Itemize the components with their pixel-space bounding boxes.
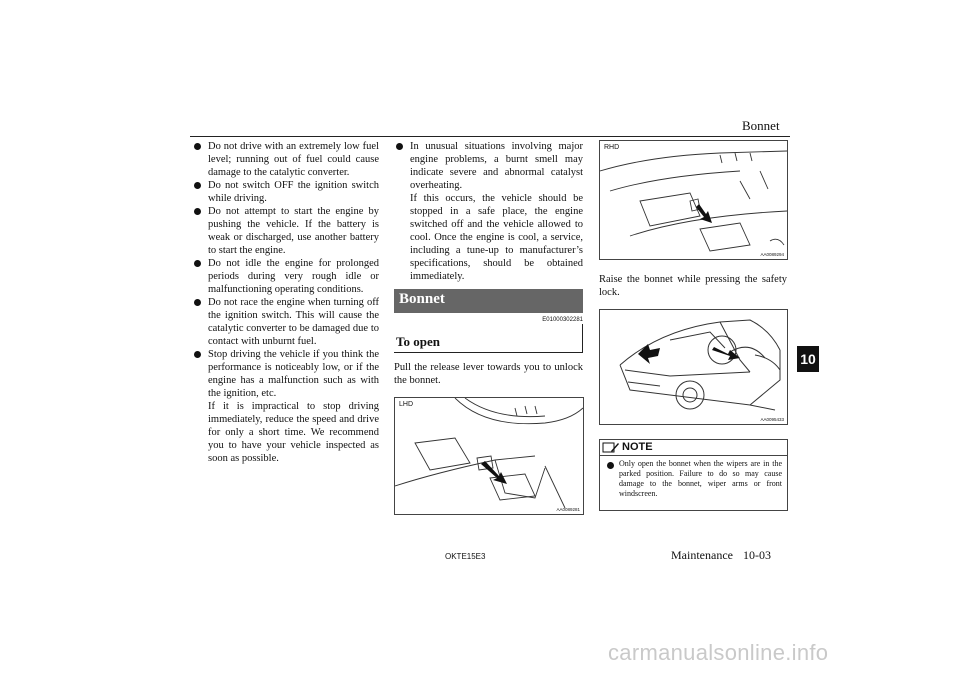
figure-label: LHD [399,401,414,408]
list-item: In unusual situations involving major engine problems, a burnt smell may indicate severe and abnormal catalyst overheating. If this occurs, the vehicle should be stopped in a safe place, the engine switched off and the vehicle allowed to cool. Once the engine is cool, a service, including a tune-up to manufacturer’s specifications, should be obtained immediately. [394,140,583,283]
lhd-release-lever-figure [394,397,584,515]
bullet-icon [194,351,201,358]
section-code: E01000302281 [542,317,583,323]
rhd-illustration [600,141,787,259]
car-illustration [600,310,787,424]
subsection-rule-vertical [582,324,583,353]
footer-section: Maintenance [671,548,733,562]
bullet-icon [194,208,201,215]
bullet-icon [194,143,201,150]
rhd-release-lever-figure [599,140,788,260]
raise-instruction: Raise the bonnet while pressing the safety lock. [599,274,787,298]
figure-code: AA0095433 [760,417,784,422]
watermark: carmanualsonline.info [608,640,829,665]
list-item: Do not idle the engine for prolonged periods during very rough idle or malfunctioning operating conditions. [192,257,379,296]
list-item: Do not switch OFF the ignition switch while driving. [192,179,379,205]
note-header [600,440,787,456]
list-item: Do not drive with an extremely low fuel level; running out of fuel could cause damage to the catalytic converter. [192,140,379,179]
note-pencil-icon [602,441,620,454]
subsection-title: To open [396,334,440,349]
column-1 [192,140,379,465]
figure-code: AA0089294 [760,252,784,257]
list-item: Stop driving the vehicle if you think the performance is noticeably low, or if the engine has a malfunction such as with the ignition, etc. If it is impractical to stop driving immediately, reduce the speed and drive for only a short time. We recommend you to have your vehicle inspected as soon as possible. [192,348,379,465]
subsection-rule [394,352,583,353]
running-head: Bonnet [742,118,780,133]
bullet-icon [194,260,201,267]
bullet-icon [396,143,403,150]
bonnet-safety-lock-figure [599,309,788,425]
list-item: Do not race the engine when turning off the ignition switch. This will cause the catalytic converter to be damaged due to contact with unburnt fuel. [192,296,379,348]
footer-code: OKTE15E3 [445,552,486,561]
list-item: Do not attempt to start the engine by pushing the vehicle. If the battery is weak or discharged, use another battery to start the engine. [192,205,379,257]
note-box [599,439,788,511]
precaution-list [192,140,379,465]
pull-instruction: Pull the release lever towards you to unlock the bonnet. [394,362,583,386]
list-item: Only open the bonnet when the wipers are in the parked position. Failure to do so may cause damage to the bonnet, wiper arms or front windscreen. [605,459,782,499]
section-title: Bonnet [399,291,445,307]
figure-code: AA0089281 [556,507,580,512]
lhd-illustration [395,398,583,514]
column-2 [394,140,583,283]
page-number: 10-03 [743,548,771,562]
note-label: NOTE [622,441,653,453]
chapter-tab: 10 [797,346,819,372]
figure-label: RHD [604,144,620,151]
bullet-icon [194,299,201,306]
note-body [605,459,782,499]
bullet-icon [194,182,201,189]
header-rule [190,136,790,137]
bullet-icon [607,462,614,469]
